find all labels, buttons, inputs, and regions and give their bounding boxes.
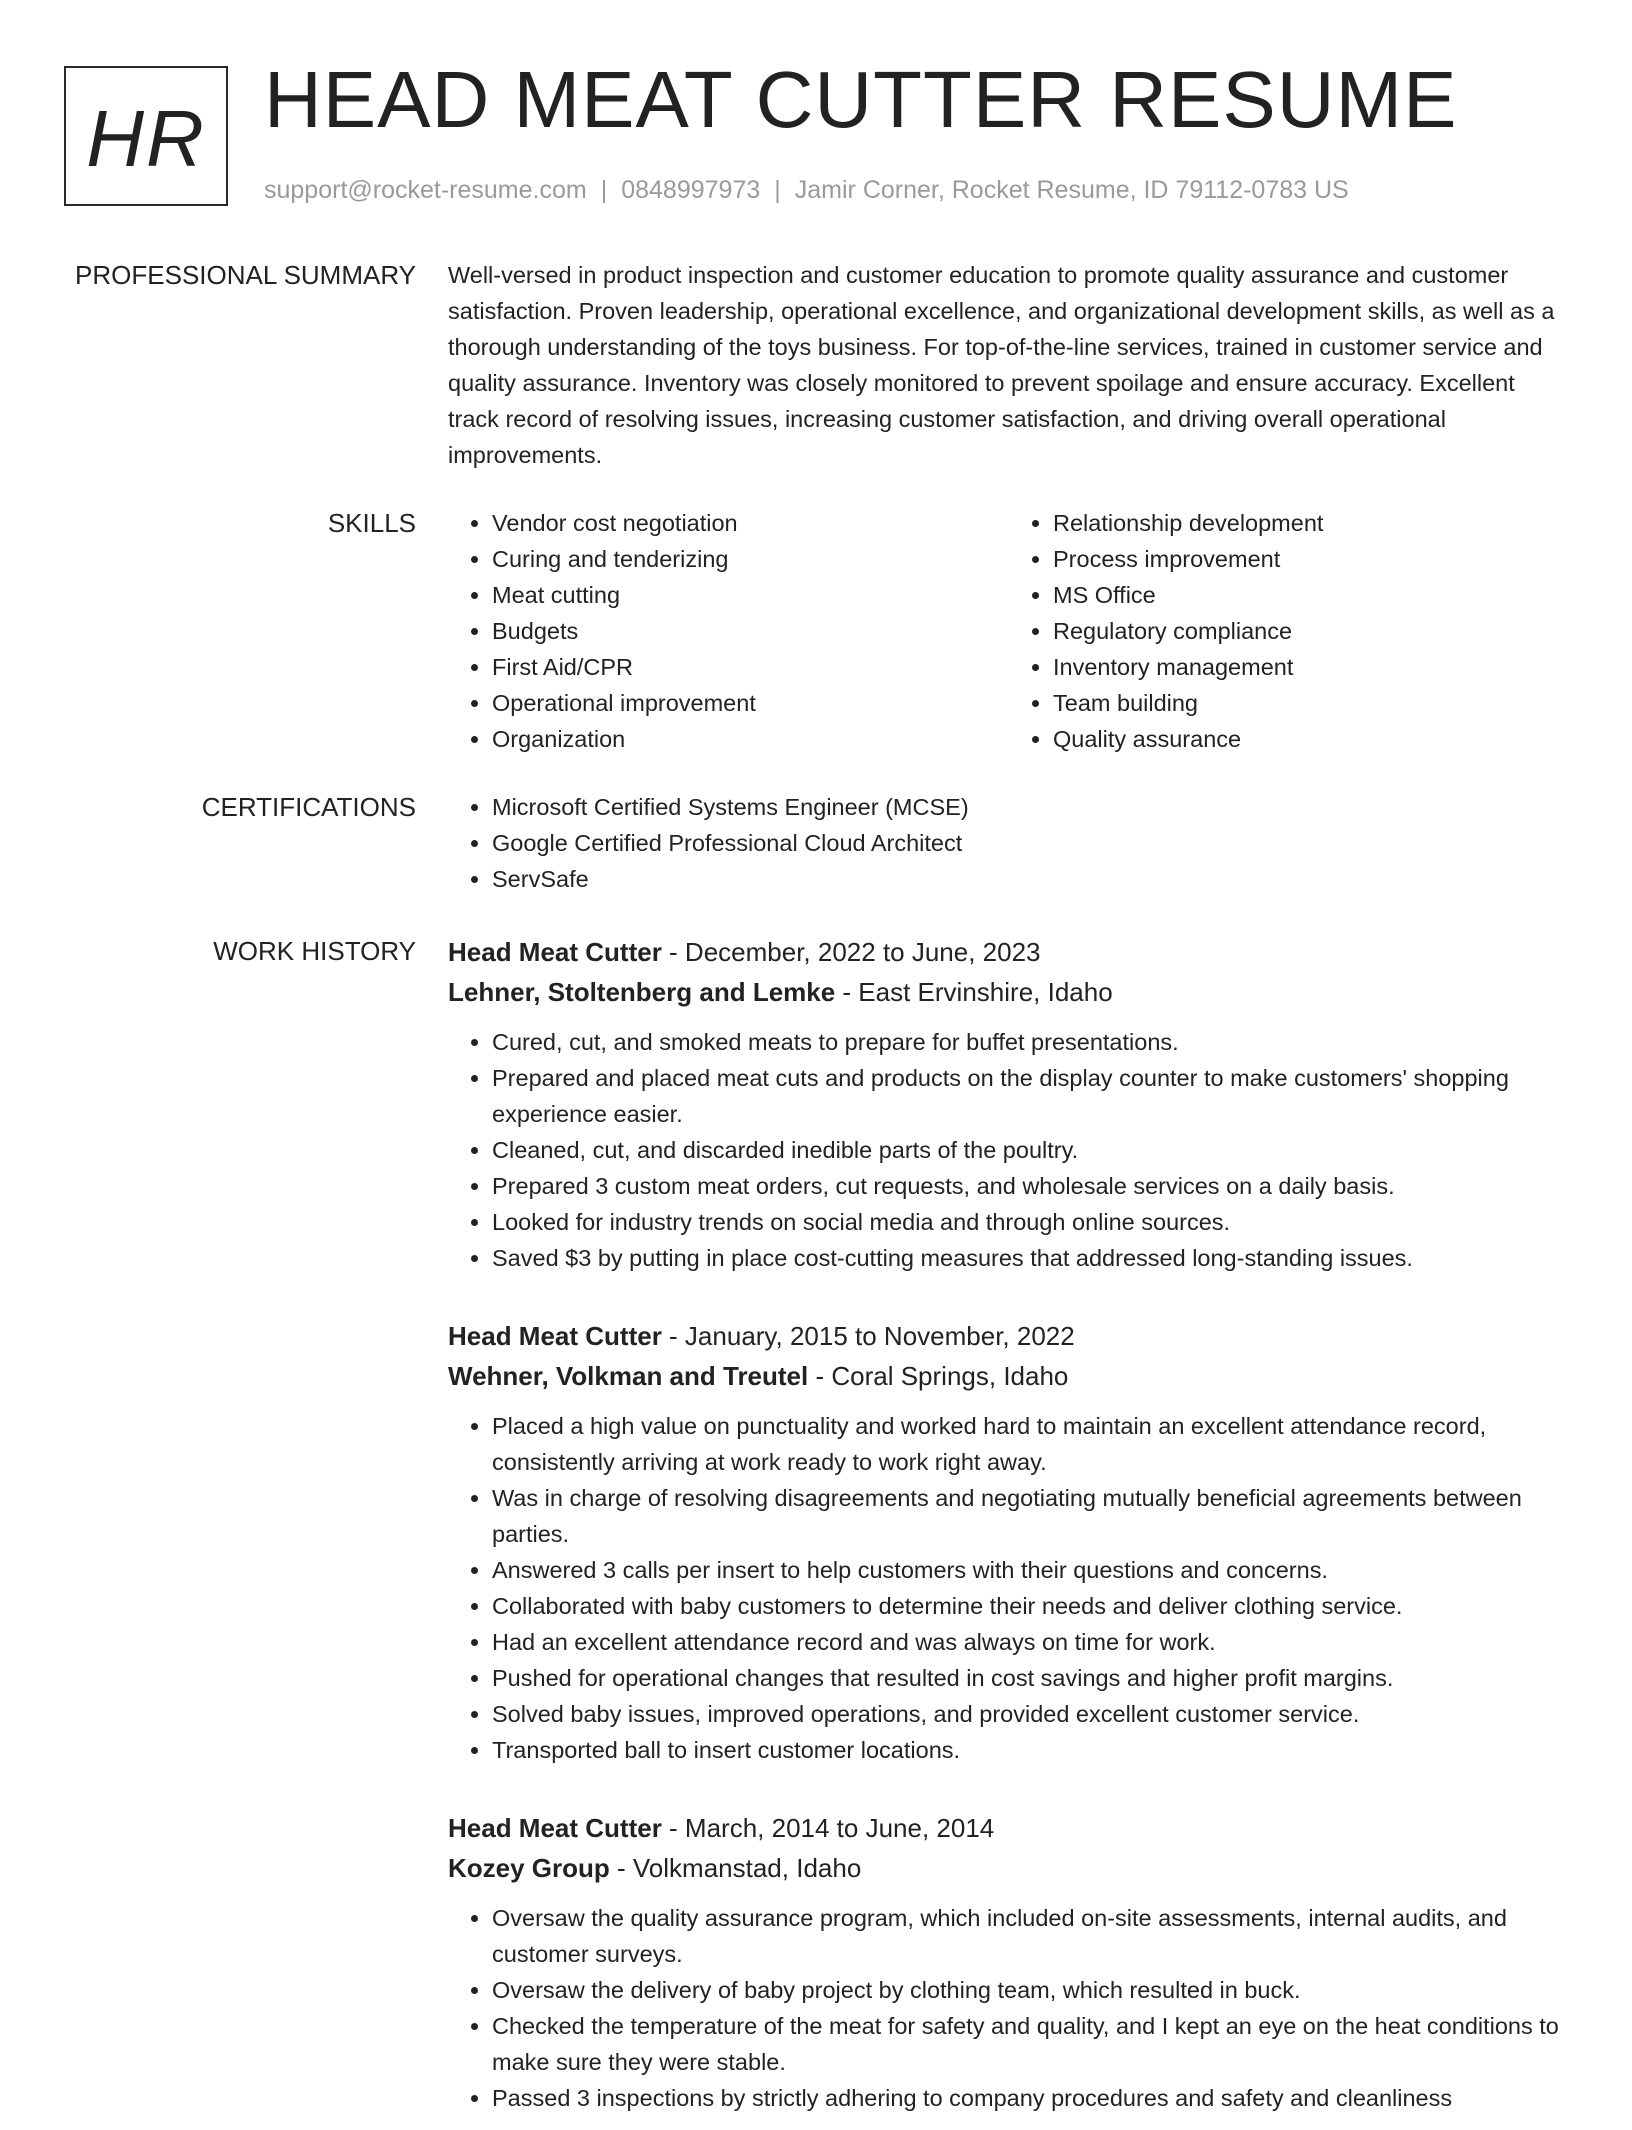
job-duty-item: • Collaborated with baby customers to determine their needs and deliver clothing service. [492,1588,1570,1624]
job-duty-item: • Solved baby issues, improved operations, and provided excellent customer service. [492,1696,1570,1732]
skill-item: • Curing and tenderizing [492,541,1009,577]
job-duty-item: • Saved $3 by putting in place cost-cutting measures that addressed long-standing issues. [492,1240,1570,1276]
job-duty-item: • Oversaw the delivery of baby project by clothing team, which resulted in buck. [492,1972,1570,2008]
contact-phone[interactable]: 0848997973 [621,176,761,204]
job-location: - East Ervinshire, Idaho [835,977,1113,1007]
job-dates: - January, 2015 to November, 2022 [661,1321,1075,1351]
job-duty-item: • Answered 3 calls per insert to help customers with their questions and concerns. [492,1552,1570,1588]
skill-item: • MS Office [1053,577,1570,613]
job-duty-item: • Cured, cut, and smoked meats to prepare for buffet presentations. [492,1024,1570,1060]
skill-item: • Process improvement [1053,541,1570,577]
job-entry [448,932,1570,1276]
work-history-heading: WORK HISTORY [213,936,416,966]
skills-body [448,505,1570,757]
resume-title: HEAD MEAT CUTTER RESUME [264,55,1458,144]
certifications-list [448,789,1570,897]
monogram-text: HR [86,94,206,183]
job-duty-item: • Transported ball to insert customer locations. [492,1732,1570,1768]
skill-item: • Team building [1053,685,1570,721]
job-duties-list [448,1900,1570,2116]
job-duties-list [448,1024,1570,1276]
job-dates: - March, 2014 to June, 2014 [661,1813,995,1843]
job-duty-item: • Oversaw the quality assurance program, which included on-site assessments, internal audits, and customer surveys. [492,1900,1570,1972]
job-duty-item: • Prepared 3 custom meat orders, cut requests, and wholesale services on a daily basis. [492,1168,1570,1204]
job-location: - Coral Springs, Idaho [808,1361,1069,1391]
job-dates: - December, 2022 to June, 2023 [661,937,1041,967]
summary-heading: PROFESSIONAL SUMMARY [75,260,416,290]
job-company-line [448,972,1570,1012]
job-duty-item: • Checked the temperature of the meat for safety and quality, and I kept an eye on the heat conditions to make sure they were stable. [492,2008,1570,2080]
job-title-line [448,1808,1570,1848]
job-duty-item: • Prepared and placed meat cuts and products on the display counter to make customers' shopping experience easier. [492,1060,1570,1132]
job-company-line [448,1848,1570,1888]
skill-item: • Regulatory compliance [1053,613,1570,649]
skill-item: • First Aid/CPR [492,649,1009,685]
job-location: - Volkmanstad, Idaho [609,1853,862,1883]
job-duty-item: • Pushed for operational changes that resulted in cost savings and higher profit margins. [492,1660,1570,1696]
job-title: Head Meat Cutter [448,1321,662,1351]
summary-body [448,257,1570,473]
certification-item: • Google Certified Professional Cloud Architect [492,825,1570,861]
skills-list-left [448,505,1009,757]
contact-separator: | [774,176,781,204]
work-history-body [448,932,1570,2130]
job-entry [448,1316,1570,1768]
job-duties-list [448,1408,1570,1768]
job-duty-item: • Was in charge of resolving disagreements and negotiating mutually beneficial agreements between parties. [492,1480,1570,1552]
job-title-line [448,932,1570,972]
job-company: Wehner, Volkman and Treutel [448,1361,809,1391]
job-title: Head Meat Cutter [448,937,662,967]
skill-item: • Vendor cost negotiation [492,505,1009,541]
job-duty-item: • Had an excellent attendance record and was always on time for work. [492,1624,1570,1660]
skill-item: • Quality assurance [1053,721,1570,757]
certifications-heading: CERTIFICATIONS [201,792,416,822]
summary-text: Well-versed in product inspection and customer education to promote quality assurance and customer satisfaction. Proven leadership, operational excellence, and organizational development skills, as well as a thorough understanding of the toys business. For top-of-the-line services, trained in customer service and quality assurance. Inventory was closely monitored to prevent spoilage and ensure accuracy. Excellent track record of resolving issues, increasing customer satisfaction, and driving overall operational improvements. [448,262,1555,468]
certification-item: • Microsoft Certified Systems Engineer (MCSE) [492,789,1570,825]
job-duty-item: • Looked for industry trends on social media and through online sources. [492,1204,1570,1240]
certification-item: • ServSafe [492,861,1570,897]
skill-item: • Budgets [492,613,1009,649]
job-entry [448,1808,1570,2116]
skills-list-right [1009,505,1570,757]
contact-email[interactable]: support@rocket-resume.com [264,176,587,204]
job-duty-item: • Cleaned, cut, and discarded inedible parts of the poultry. [492,1132,1570,1168]
job-duty-item: • Placed a high value on punctuality and worked hard to maintain an excellent attendance record, consistently arriving at work ready to work right away. [492,1408,1570,1480]
job-duty-item: • Passed 3 inspections by strictly adhering to company procedures and safety and cleanliness [492,2080,1570,2116]
job-company: Lehner, Stoltenberg and Lemke [448,977,836,1007]
skill-item: • Inventory management [1053,649,1570,685]
skill-item: • Meat cutting [492,577,1009,613]
contact-line [264,174,1349,207]
contact-separator: | [600,176,608,204]
job-title: Head Meat Cutter [448,1813,662,1843]
skill-item: • Relationship development [1053,505,1570,541]
certifications-body [448,789,1570,897]
skill-item: • Operational improvement [492,685,1009,721]
monogram-logo [64,66,228,206]
job-company: Kozey Group [448,1853,610,1883]
job-company-line [448,1356,1570,1396]
skill-item: • Organization [492,721,1009,757]
skills-heading: SKILLS [327,508,416,538]
job-title-line [448,1316,1570,1356]
contact-address: Jamir Corner, Rocket Resume, ID 79112-0783 US [794,176,1349,204]
